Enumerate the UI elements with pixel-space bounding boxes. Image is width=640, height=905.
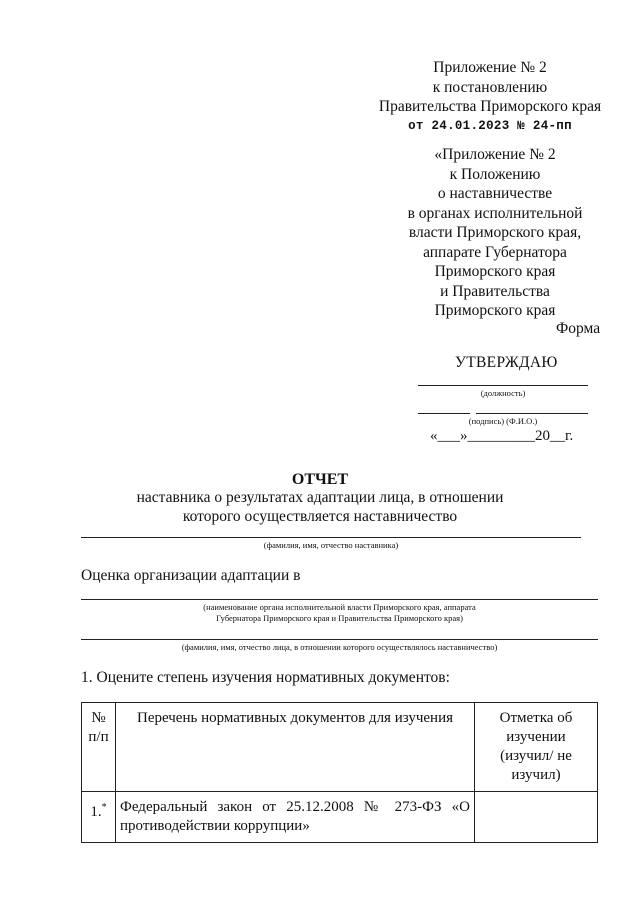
signature-caption: (подпись) (Ф.И.О.) bbox=[468, 416, 538, 426]
report-subtitle-line2: которого осуществляется наставничество bbox=[182, 508, 458, 525]
annex-quote-line: власти Приморского края, bbox=[408, 224, 582, 241]
position-caption: (должность) bbox=[480, 388, 526, 398]
annex-quote-line: и Правительства bbox=[440, 282, 550, 300]
report-subtitle-line1: наставника о результатах адаптации лица, в отношении bbox=[136, 489, 504, 506]
mentee-caption: (фамилия, имя, отчество лица, в отношении которого осуществлялось наставничество) bbox=[181, 642, 498, 652]
row-number-cell bbox=[82, 792, 116, 843]
annex-quote-line: аппарате Губернатора bbox=[423, 243, 567, 261]
assessment-label: Оценка организации адаптации в bbox=[81, 567, 301, 584]
annex-header-line3: Правительства Приморского края bbox=[378, 98, 602, 115]
row-document: Федеральный закон от 25.12.2008 № 273-ФЗ «О противодействии коррупции» bbox=[116, 792, 475, 843]
org-caption-line2: Губернатора Приморского края и Правительства Приморского края) bbox=[216, 613, 463, 623]
header-mark: Отметка об изучении (изучил/ не изучил) bbox=[475, 703, 598, 792]
row-mark-cell[interactable] bbox=[475, 792, 598, 843]
table-header-row bbox=[82, 703, 598, 792]
annex-quote-line: в органах исполнительной bbox=[407, 204, 583, 222]
annex-header-line2: к постановлению bbox=[432, 78, 548, 96]
annex-quote-line: о наставничестве bbox=[437, 185, 553, 202]
signature-line-right bbox=[476, 413, 588, 414]
annex-quote-line: Приморского края bbox=[434, 302, 556, 319]
mentor-caption: (фамилия, имя, отчество наставника) bbox=[263, 540, 399, 550]
position-line bbox=[418, 385, 588, 386]
annex-quote-line: «Приложение № 2 bbox=[434, 146, 556, 163]
report-title: ОТЧЕТ bbox=[291, 471, 349, 488]
annex-stamp-line: от 24.01.2023 № 24-пп bbox=[408, 118, 572, 133]
annex-header bbox=[370, 58, 610, 136]
mentor-name-line bbox=[81, 537, 581, 538]
header-documents: Перечень нормативных документов для изучения bbox=[116, 703, 475, 792]
approval-date-line: «___»_________20__г. bbox=[430, 428, 574, 444]
org-name-line bbox=[81, 599, 598, 600]
header-number: № п/п bbox=[82, 703, 116, 792]
question-1: 1. Оцените степень изучения нормативных документов: bbox=[81, 669, 450, 686]
org-caption-line1: (наименование органа исполнительной власти Приморского края, аппарата bbox=[203, 602, 476, 612]
annex-quote-line: к Положению bbox=[449, 165, 541, 183]
documents-table bbox=[81, 702, 598, 843]
row-note-mark: * bbox=[101, 802, 107, 813]
annex-quote-line: Приморского края bbox=[434, 263, 556, 280]
annex-quote bbox=[380, 145, 610, 321]
table-row bbox=[82, 792, 598, 843]
row-number: 1. bbox=[90, 804, 102, 820]
form-label: Форма bbox=[556, 320, 601, 337]
annex-header-line1: Приложение № 2 bbox=[433, 59, 547, 76]
mentee-name-line bbox=[81, 639, 598, 640]
approval-title: УТВЕРЖДАЮ bbox=[455, 354, 558, 371]
signature-line-left bbox=[418, 413, 470, 414]
